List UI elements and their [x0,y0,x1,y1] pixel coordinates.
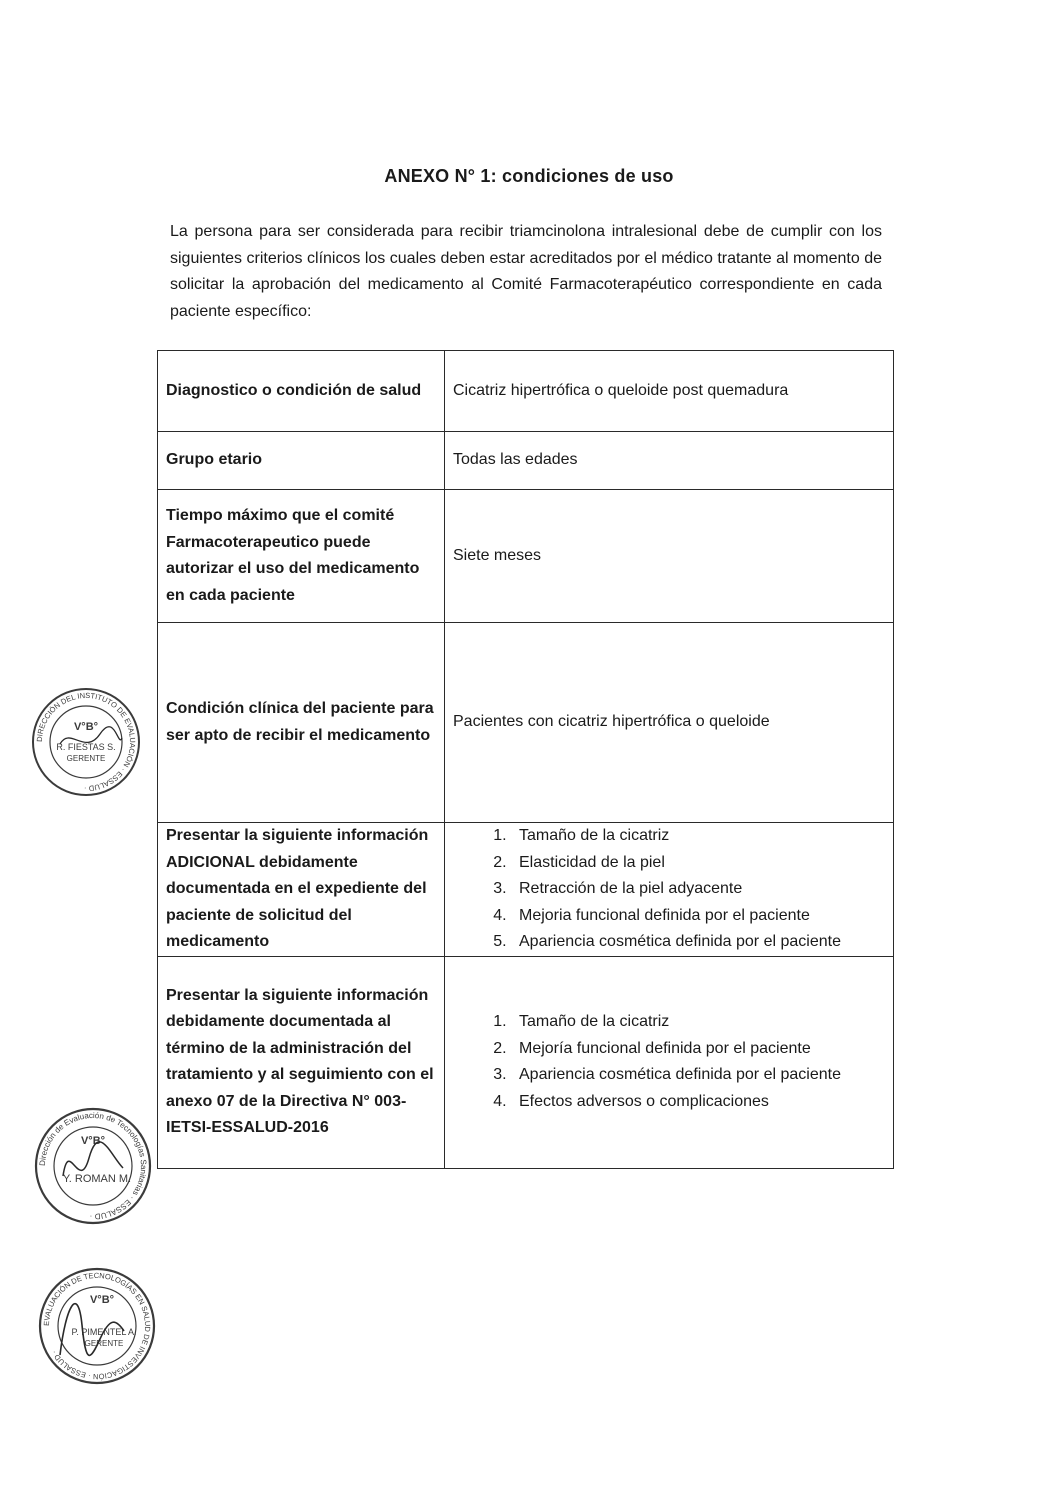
stamp-ring-text: DIRECCIÓN DEL INSTITUTO DE EVALUACIÓN · ESSALUD · [34,690,138,794]
row-label: Presentar la siguiente información debidamente documentada al término de la administración del tratamiento y al seguimiento con el anexo 07 de la Directiva N° 003-IETSI-ESSALUD-2016 [158,956,445,1168]
row-value [445,956,894,1168]
list-item: 3. Apariencia cosmética definida por el paciente [511,1062,885,1089]
stamp-seal-icon [30,686,142,798]
table-row [158,351,894,432]
stamp-ring-text: Dirección de Evaluación de Tecnologías Sanitarias · ESSALUD · [37,1110,149,1222]
approval-stamp [30,686,142,798]
stamp-vobo: V°B° [89,1294,115,1306]
stamp-name: R. FIESTAS S. [56,742,116,752]
row-value: Pacientes con cicatriz hipertrófica o queloide [445,623,894,823]
table-row [158,490,894,623]
table-row [158,823,894,957]
approval-stamp [27,1106,159,1226]
stamp-seal-icon [30,1265,164,1387]
row-value: Siete meses [445,490,894,623]
criteria-table [157,350,894,1169]
stamp-name: Y. ROMAN M. [62,1173,132,1185]
row-value [445,823,894,957]
list-item: 4. Mejoria funcional definida por el paciente [511,903,885,930]
table-row [158,432,894,490]
stamp-vobo: V°B° [80,1135,106,1147]
row-label: Grupo etario [158,432,445,490]
row-value: Todas las edades [445,432,894,490]
list-item: 2. Elasticidad de la piel [511,850,885,877]
intro-paragraph: La persona para ser considerada para recibir triamcinolona intralesional debe de cumplir con los siguientes criterios clínicos los cuales deben estar acreditados por el médico tratante al momento de solicitar la aprobación del medicamento al Comité Farmacoterapéutico correspondiente en cada paciente específico: [170,223,882,320]
followup-info-list [453,1009,885,1115]
table-row [158,956,894,1168]
list-item: 1. Tamaño de la cicatriz [511,1009,885,1036]
list-item: 5. Apariencia cosmética definida por el paciente [511,929,885,956]
row-label: Diagnostico o condición de salud [158,351,445,432]
stamp-role: GERENTE [66,754,106,763]
list-item: 4. Efectos adversos o complicaciones [511,1089,885,1116]
list-item: 1. Tamaño de la cicatriz [511,823,885,850]
stamp-name: P. PIMENTEL A. [71,1327,137,1337]
stamp-ring-text: EVALUACIÓN DE TECNOLOGÍAS EN SALUD DE INVESTIGACIÓN · ESSALUD · [41,1270,153,1382]
approval-stamp [30,1265,164,1387]
stamp-vobo: V°B° [73,721,99,733]
table-row [158,623,894,823]
row-label: Condición clínica del paciente para ser apto de recibir el medicamento [158,623,445,823]
row-value: Cicatriz hipertrófica o queloide post quemadura [445,351,894,432]
stamp-role: GERENTE [84,1339,124,1348]
signature-icon [63,1142,123,1176]
list-item: 2. Mejoría funcional definida por el paciente [511,1036,885,1063]
list-item: 3. Retracción de la piel adyacente [511,876,885,903]
annex-title: ANEXO N° 1: condiciones de uso [384,166,674,186]
row-label: Tiempo máximo que el comité Farmacoterapeutico puede autorizar el uso del medicamento en cada paciente [158,490,445,623]
row-label: Presentar la siguiente información ADICIONAL debidamente documentada en el expediente del paciente de solicitud del medicamento [158,823,445,957]
stamp-seal-icon [27,1106,159,1226]
additional-info-list [453,823,885,956]
